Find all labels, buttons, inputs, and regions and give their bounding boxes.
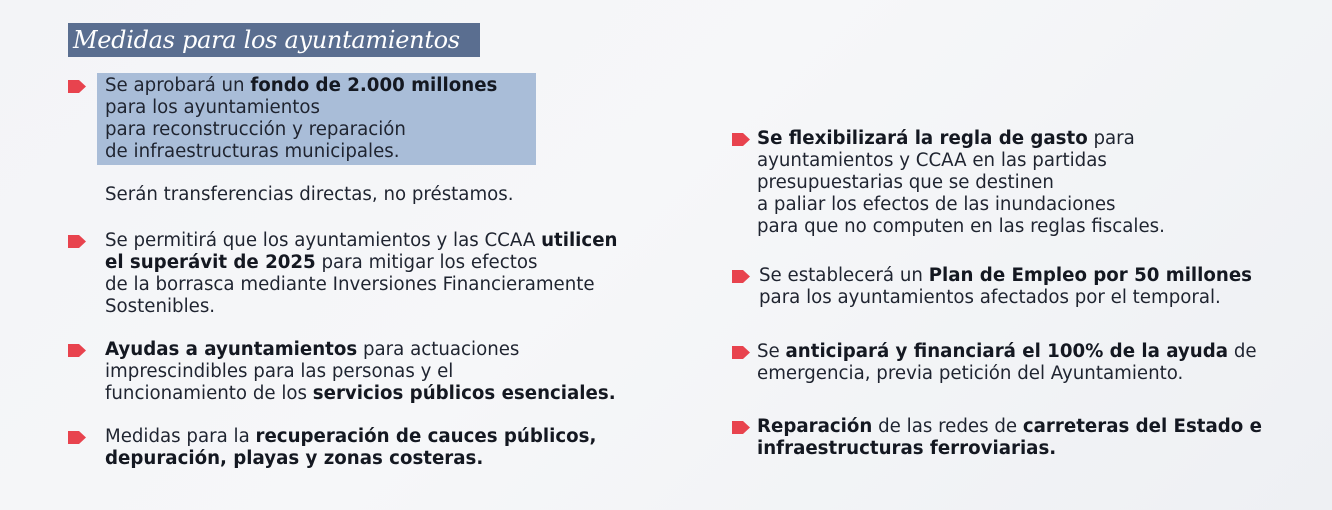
bullet-arrow-icon — [68, 344, 86, 357]
bullet-arrow-icon — [732, 346, 750, 359]
right-item-3: Se anticipará y financiará el 100% de la ayuda de emergencia, previa petición del Ayuntamiento. — [757, 341, 1257, 384]
right-item-2: Se establecerá un Plan de Empleo por 50 millones para los ayuntamientos afectados por el temporal. — [759, 265, 1252, 308]
bullet-arrow-icon — [68, 80, 86, 93]
bullet-arrow-icon — [68, 431, 86, 444]
bullet-arrow-icon — [68, 235, 86, 248]
left-item-4: Medidas para la recuperación de cauces públicos, depuración, playas y zonas costeras. — [105, 426, 597, 469]
right-item-1: Se flexibilizará la regla de gasto para ayuntamientos y CCAA en las partidas presupuestarias que se destinen a paliar los efectos de las inundaciones para que no computen en las reglas fiscales. — [757, 128, 1165, 237]
bullet-arrow-icon — [732, 133, 750, 146]
section-title-text: Medidas para los ayuntamientos — [73, 26, 460, 54]
left-item-3: Ayudas a ayuntamientos para actuaciones imprescindibles para las personas y el funcionamiento de los servicios públicos esenciales. — [105, 339, 616, 404]
left-note: Serán transferencias directas, no préstamos. — [105, 184, 514, 205]
left-item-1: Se aprobará un fondo de 2.000 millones para los ayuntamientos para reconstrucción y reparación de infraestructuras municipales. — [105, 75, 498, 162]
left-item-2: Se permitirá que los ayuntamientos y las CCAA utilicen el superávit de 2025 para mitigar los efectos de la borrasca mediante Inversiones Financieramente Sostenibles. — [105, 230, 618, 317]
right-item-4: Reparación de las redes de carreteras del Estado e infraestructuras ferroviarias. — [757, 416, 1262, 459]
section-title — [68, 23, 480, 57]
bullet-arrow-icon — [732, 270, 750, 283]
bullet-arrow-icon — [732, 421, 750, 434]
